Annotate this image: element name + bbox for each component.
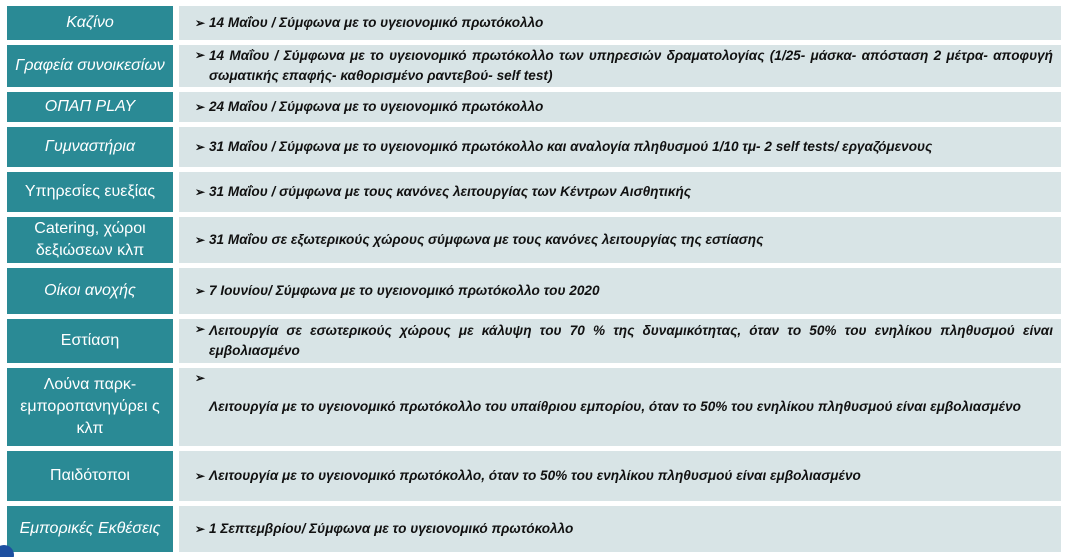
arrow-bullet-icon: ➢ [195, 371, 206, 385]
row-description: ➢ 31 Μαΐου / Σύμφωνα με το υγειονομικό πρωτόκολλο και αναλογία πληθυσμού 1/10 τμ- 2 self tests/ εργαζόμενους [179, 127, 1061, 167]
row-description: ➢ Λειτουργία σε εσωτερικούς χώρους με κάλυψη του 70 % της δυναμικότητας, όταν το 50% του ενηλίκου πληθυσμού είναι εμβολιασμένο [179, 319, 1061, 363]
arrow-bullet-icon: ➢ [195, 469, 206, 483]
table-row [7, 127, 1061, 167]
table-row [7, 268, 1061, 314]
arrow-bullet-icon: ➢ [195, 100, 206, 114]
table-row [7, 45, 1061, 87]
row-label-matchmaking-offices: Γραφεία συνοικεσίων [7, 45, 173, 87]
table-row [7, 217, 1061, 263]
table-row [7, 368, 1061, 446]
row-description: ➢ 24 Μαΐου / Σύμφωνα με το υγειονομικό πρωτόκολλο [179, 92, 1061, 122]
table-row [7, 92, 1061, 122]
arrow-bullet-icon: ➢ [195, 140, 206, 154]
row-description: ➢ 1 Σεπτεμβρίου/ Σύμφωνα με το υγειονομικό πρωτόκολλο [179, 506, 1061, 552]
reopening-schedule-table [7, 6, 1061, 552]
arrow-bullet-icon: ➢ [195, 522, 206, 536]
row-description: ➢ 7 Ιουνίου/ Σύμφωνα με το υγειονομικό πρωτόκολλο του 2020 [179, 268, 1061, 314]
arrow-bullet-icon: ➢ [195, 322, 206, 336]
arrow-bullet-icon: ➢ [195, 48, 206, 62]
table-row [7, 506, 1061, 552]
arrow-bullet-icon: ➢ [195, 233, 206, 247]
table-row [7, 451, 1061, 501]
table-row [7, 6, 1061, 40]
row-description: ➢ Λειτουργία με το υγειονομικό πρωτόκολλο του υπαίθριου εμπορίου, όταν το 50% του ενηλίκου πληθυσμού είναι εμβολιασμένο [179, 368, 1061, 446]
table-row [7, 172, 1061, 212]
row-label-dining: Εστίαση [7, 319, 173, 363]
row-label-trade-fairs: Εμπορικές Εκθέσεις [7, 506, 173, 552]
arrow-bullet-icon: ➢ [195, 16, 206, 30]
row-label-wellness-services: Υπηρεσίες ευεξίας [7, 172, 173, 212]
row-label-opap-play: ΟΠΑΠ PLAY [7, 92, 173, 122]
row-label-gyms: Γυμναστήρια [7, 127, 173, 167]
row-label-playgrounds: Παιδότοποι [7, 451, 173, 501]
arrow-bullet-icon: ➢ [195, 185, 206, 199]
table-row [7, 319, 1061, 363]
row-label-brothels: Οίκοι ανοχής [7, 268, 173, 314]
row-label-casino: Καζίνο [7, 6, 173, 40]
row-description: ➢ 31 Μαΐου σε εξωτερικούς χώρους σύμφωνα με τους κανόνες λειτουργίας της εστίασης [179, 217, 1061, 263]
row-description: ➢ 31 Μαΐου / σύμφωνα με τους κανόνες λειτουργίας των Κέντρων Αισθητικής [179, 172, 1061, 212]
row-label-luna-parks: Λούνα παρκ- εμποροπανηγύρει ς κλπ [7, 368, 173, 446]
row-description: ➢ 14 Μαΐου / Σύμφωνα με το υγειονομικό πρωτόκολλο των υπηρεσιών δραματολογίας (1/25- μάσκα- απόσταση 2 μέτρα- αποφυγή σωματικής επαφής- καθορισμένο ραντεβού- self test) [179, 45, 1061, 87]
row-label-catering: Catering, χώροι δεξιώσεων κλπ [7, 217, 173, 263]
arrow-bullet-icon: ➢ [195, 284, 206, 298]
row-description: ➢ Λειτουργία με το υγειονομικό πρωτόκολλο, όταν το 50% του ενηλίκου πληθυσμού είναι εμβολιασμένο [179, 451, 1061, 501]
row-description: ➢ 14 Μαΐου / Σύμφωνα με το υγειονομικό πρωτόκολλο [179, 6, 1061, 40]
